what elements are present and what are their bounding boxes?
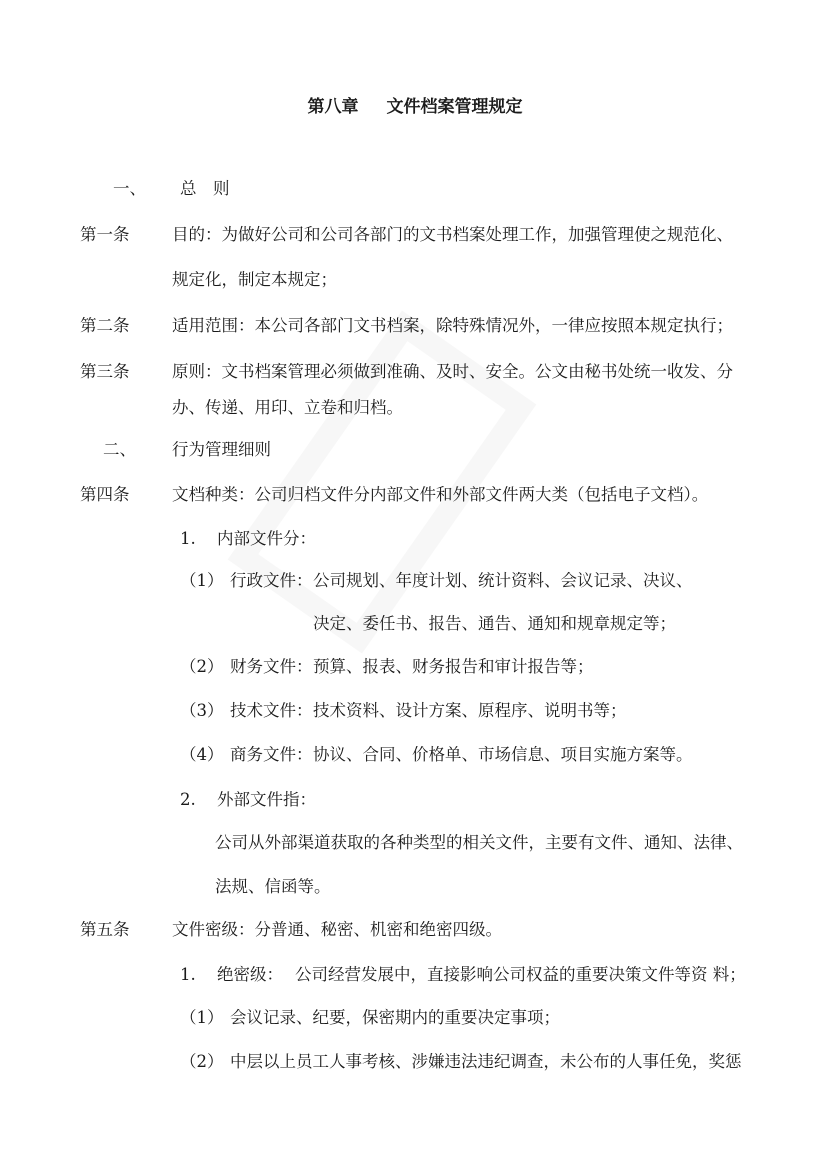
list-number: 1. bbox=[180, 965, 196, 984]
list-number: 1. bbox=[180, 529, 196, 548]
list-label: 商务文件： bbox=[230, 745, 313, 764]
article-text: 办、传递、用印、立卷和归档。 bbox=[172, 398, 403, 417]
section-heading: 总 则 bbox=[180, 179, 230, 198]
article-text: 文件密级：分普通、秘密、机密和绝密四级。 bbox=[172, 920, 502, 939]
page-title bbox=[0, 92, 830, 117]
list-number: （1） bbox=[180, 1008, 224, 1027]
list-text: 中层以上员工人事考核、涉嫌违法违纪调查，未公布的人事任免，奖惩 bbox=[230, 1052, 742, 1071]
section-heading: 行为管理细则 bbox=[172, 440, 271, 459]
article-text: 原则：文书档案管理必须做到准确、及时、安全。公文由秘书处统一收发、分 bbox=[172, 362, 733, 381]
list-text: 公司经营发展中，直接影响公司权益的重要决策文件等资 料； bbox=[295, 965, 746, 984]
article-label: 第五条 bbox=[80, 920, 130, 939]
list-text: 协议、合同、价格单、市场信息、项目实施方案等。 bbox=[313, 745, 693, 764]
article-text: 目的：为做好公司和公司各部门的文书档案处理工作，加强管理使之规范化、 bbox=[172, 225, 733, 244]
section-number: 二、 bbox=[103, 440, 136, 459]
article-label: 第三条 bbox=[80, 362, 130, 381]
list-text: 会议记录、纪要，保密期内的重要决定事项； bbox=[230, 1008, 560, 1027]
article-label: 第二条 bbox=[80, 316, 130, 335]
list-number: （3） bbox=[180, 701, 224, 720]
list-number: （2） bbox=[180, 657, 224, 676]
chapter-number: 第八章 bbox=[307, 97, 359, 117]
list-number: 2. bbox=[180, 790, 196, 809]
article-label: 第一条 bbox=[80, 225, 130, 244]
list-number: （1） bbox=[180, 571, 224, 590]
list-number: （4） bbox=[180, 745, 224, 764]
list-text: 技术资料、设计方案、原程序、说明书等； bbox=[313, 701, 627, 720]
list-text: 法规、信函等。 bbox=[215, 877, 331, 896]
article-text: 规定化，制定本规定； bbox=[172, 270, 337, 289]
article-text: 适用范围：本公司各部门文书档案，除特殊情况外，一律应按照本规定执行； bbox=[172, 316, 733, 335]
list-label: 财务文件： bbox=[230, 657, 313, 676]
article-text: 文档种类：公司归档文件分内部文件和外部文件两大类（包括电子文档）。 bbox=[172, 485, 709, 504]
list-text: 决定、委任书、报告、通告、通知和规章规定等； bbox=[313, 614, 676, 633]
list-text: 公司从外部渠道获取的各种类型的相关文件，主要有文件、通知、法律、 bbox=[215, 833, 743, 852]
article-label: 第四条 bbox=[80, 485, 130, 504]
list-label: 技术文件： bbox=[230, 701, 313, 720]
chapter-name: 文件档案管理规定 bbox=[386, 97, 523, 117]
list-text: 公司规划、年度计划、统计资料、会议记录、决议、 bbox=[313, 571, 693, 590]
list-label: 绝密级： bbox=[217, 965, 283, 984]
list-label: 行政文件： bbox=[230, 571, 313, 590]
list-heading: 外部文件指： bbox=[217, 790, 316, 809]
section-number: 一、 bbox=[113, 179, 146, 198]
list-text: 预算、报表、财务报告和审计报告等； bbox=[313, 657, 594, 676]
list-number: （2） bbox=[180, 1052, 224, 1071]
list-heading: 内部文件分： bbox=[217, 529, 316, 548]
